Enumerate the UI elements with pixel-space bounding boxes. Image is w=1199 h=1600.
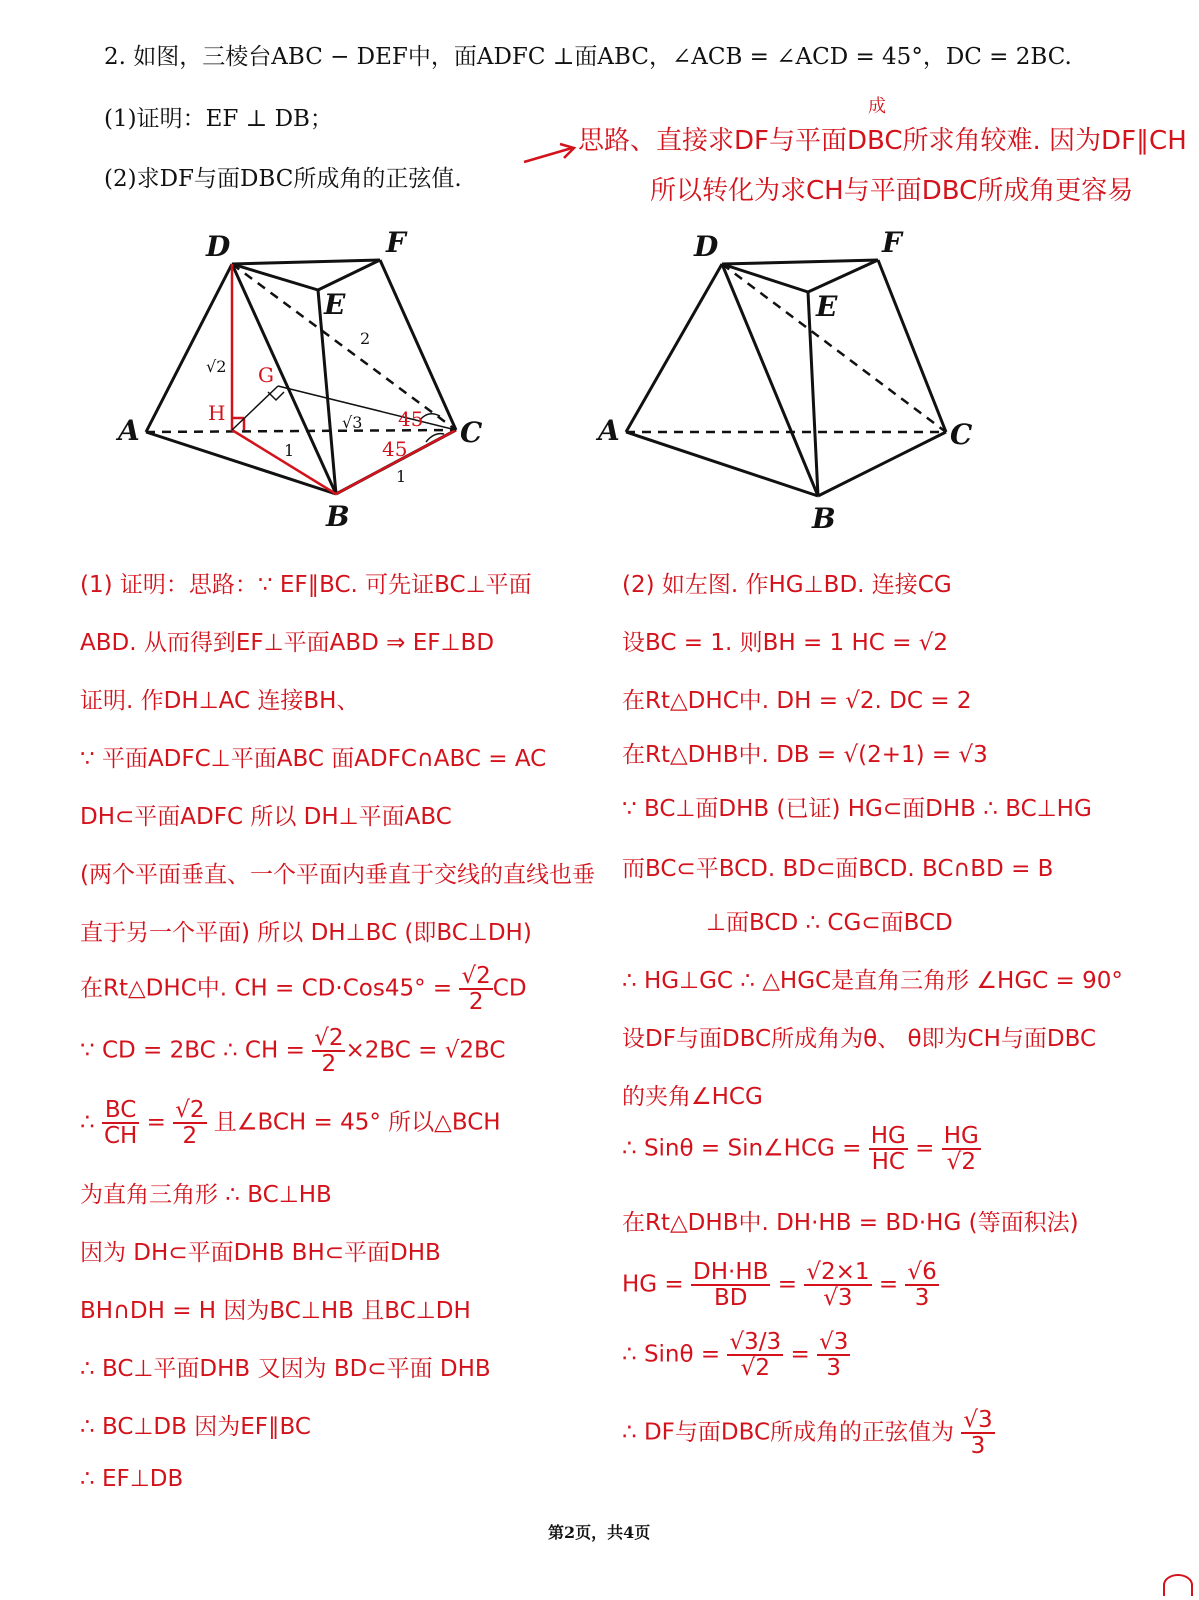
- label-dc-2: 2: [360, 329, 371, 348]
- left-line-7: 直于另一个平面) 所以 DH⊥BC (即BC⊥DH): [80, 920, 532, 946]
- left-line-13: BH∩DH = H 因为BC⊥HB 且BC⊥DH: [80, 1298, 471, 1324]
- left-line-12: 因为 DH⊂平面DHB BH⊂平面DHB: [80, 1240, 441, 1266]
- angle-45-upper: 45: [398, 407, 424, 431]
- vertex-a-right: A: [598, 414, 620, 447]
- frac-num: √2×1: [806, 1259, 870, 1285]
- frac-sin-compound: [727, 1330, 783, 1380]
- frac-den: 3: [914, 1285, 930, 1312]
- right-line-8: ∴ HG⊥GC ∴ △HGC是直角三角形 ∠HGC = 90°: [622, 968, 1123, 994]
- right-line-15: [622, 1408, 995, 1458]
- frac-den: 3: [970, 1433, 986, 1460]
- point-h: H: [208, 401, 226, 425]
- frac-den: 2: [182, 1123, 198, 1150]
- frac-num: DH·HB: [693, 1259, 769, 1285]
- frac-den: BD: [713, 1285, 748, 1312]
- note-line-1: 思路、直接求DF与平面DBC所求角较难. 因为DF∥CH: [578, 126, 1187, 156]
- frac-num: √2: [314, 1025, 344, 1051]
- vertex-b-right: B: [812, 502, 836, 535]
- frac-num: HG: [943, 1123, 979, 1149]
- left-line-16: ∴ EF⊥DB: [80, 1466, 184, 1492]
- frac-num: √3/3: [729, 1329, 782, 1355]
- frac-num: √3: [819, 1329, 849, 1355]
- vertex-c: C: [460, 416, 483, 449]
- frac-sqrt6-3: [905, 1260, 938, 1310]
- frac-sqrt2-over-2: [459, 964, 492, 1014]
- right-line-15-text: ∴ DF与面DBC所成角的正弦值为: [622, 1419, 962, 1446]
- left-line-15: ∴ BC⊥DB 因为EF∥BC: [80, 1414, 311, 1440]
- label-hb-1: 1: [284, 441, 295, 460]
- label-dh-sqrt2: √2: [206, 357, 227, 376]
- frac-num: √2: [461, 963, 491, 989]
- figure-left: [110, 220, 510, 540]
- frac-hg-hc: [869, 1124, 908, 1174]
- page-footer: 第2页，共4页: [548, 1523, 651, 1542]
- left-line-10-tail: 且∠BCH = 45° 所以△BCH: [213, 1109, 501, 1136]
- arrow-icon: [520, 140, 580, 170]
- problem-line-3: (2)求DF与面DBC所成角的正弦值.: [104, 166, 462, 192]
- vertex-a: A: [118, 414, 140, 447]
- label-hc-sqrt3: √3: [342, 413, 363, 432]
- frac-den: √2: [740, 1355, 770, 1382]
- right-line-3: 在Rt△DHC中. DH = √2. DC = 2: [622, 688, 972, 714]
- right-line-7: ⊥面BCD ∴ CG⊂面BCD: [706, 910, 953, 936]
- left-line-8-tail: CD: [492, 975, 527, 1002]
- frac-dh-hb-bd: [691, 1260, 770, 1310]
- frac-sqrt2-sqrt3: [804, 1260, 871, 1310]
- frac-num: √3: [963, 1407, 993, 1433]
- equals: =: [139, 1109, 174, 1136]
- frac-answer: [961, 1408, 994, 1458]
- left-line-1: (1) 证明：思路：∵ EF∥BC. 可先证BC⊥平面: [80, 572, 532, 598]
- label-bc-1: 1: [396, 467, 407, 486]
- right-line-2: 设BC = 1. 则BH = 1 HC = √2: [622, 630, 949, 656]
- right-line-9: 设DF与面DBC所成角为θ、 θ即为CH与面DBC: [622, 1026, 1097, 1052]
- left-line-3: 证明. 作DH⊥AC 连接BH、: [80, 688, 360, 714]
- left-line-9-text: ∵ CD = 2BC ∴ CH =: [80, 1037, 313, 1064]
- problem-line-2: (1)证明：EF ⊥ DB；: [104, 106, 333, 132]
- frac-sqrt2-2: [173, 1098, 206, 1148]
- corner-mark-icon: [1163, 1574, 1193, 1596]
- frac-bc-ch: [102, 1098, 139, 1148]
- vertex-d-right: D: [694, 230, 719, 263]
- note-line-2: 所以转化为求CH与平面DBC所成角更容易: [650, 176, 1134, 206]
- right-line-14-text: ∴ Sinθ =: [622, 1341, 728, 1368]
- vertex-f-right: F: [882, 226, 902, 259]
- vertex-e-right: E: [816, 290, 838, 323]
- left-line-10: [80, 1098, 501, 1148]
- frac-den: HC: [871, 1149, 905, 1176]
- point-g: G: [258, 363, 274, 387]
- right-line-13-text: HG =: [622, 1271, 692, 1298]
- frac-num: √2: [175, 1097, 205, 1123]
- right-line-1: (2) 如左图. 作HG⊥BD. 连接CG: [622, 572, 952, 598]
- right-line-13: HG = $\frac{DH\cdot HB}{BD}$ = $\frac{√2\times 1}{√3}$ = $\frac{√6}{3}$: [622, 1259, 937, 1312]
- angle-45-lower: 45: [382, 437, 408, 461]
- frac-sqrt3-3: [817, 1330, 850, 1380]
- vertex-b: B: [326, 500, 350, 533]
- right-line-6: 而BC⊂平BCD. BD⊂面BCD. BC∩BD = B: [622, 856, 1054, 882]
- problem-line-1: 2. 如图，三棱台ABC − DEF中，面ADFC ⊥面ABC，∠ACB = ∠ACD = 45°，DC = 2BC.: [104, 44, 1072, 70]
- left-line-2: ABD. 从而得到EF⊥平面ABD ⇒ EF⊥BD: [80, 630, 495, 656]
- frac-den: 2: [468, 989, 484, 1016]
- frac-den: √2: [946, 1149, 976, 1176]
- left-line-9-tail: ×2BC = √2BC: [345, 1037, 506, 1064]
- right-line-11-text: ∴ Sinθ = Sin∠HCG =: [622, 1135, 869, 1162]
- frac-num: √6: [907, 1259, 937, 1285]
- left-line-14: ∴ BC⊥平面DHB 又因为 BD⊂平面 DHB: [80, 1356, 491, 1382]
- right-line-5: ∵ BC⊥面DHB (已证) HG⊂面DHB ∴ BC⊥HG: [622, 796, 1092, 822]
- left-line-8-text: 在Rt△DHC中. CH = CD·Cos45° =: [80, 975, 460, 1002]
- figure-right: [590, 220, 990, 540]
- left-line-11: 为直角三角形 ∴ BC⊥HB: [80, 1182, 332, 1208]
- left-line-5: DH⊂平面ADFC 所以 DH⊥平面ABC: [80, 804, 452, 830]
- frac-den: √3: [823, 1285, 853, 1312]
- right-line-11: ∴ Sinθ = Sin∠HCG = $\frac{HG}{HC}$ = $\frac{HG}{√2}$: [622, 1123, 979, 1176]
- right-line-12: 在Rt△DHB中. DH·HB = BD·HG (等面积法): [622, 1210, 1079, 1236]
- note-insert: 成: [868, 96, 886, 117]
- left-line-9: [80, 1026, 505, 1076]
- left-line-8: [80, 964, 527, 1014]
- left-line-10-text: ∴: [80, 1109, 102, 1136]
- right-line-10: 的夹角∠HCG: [622, 1084, 763, 1110]
- right-line-4: 在Rt△DHB中. DB = √(2+1) = √3: [622, 742, 988, 768]
- vertex-e: E: [324, 288, 346, 321]
- frac-den: CH: [103, 1123, 138, 1150]
- left-line-6: (两个平面垂直、一个平面内垂直于交线的直线也垂: [80, 862, 595, 888]
- left-line-4: ∵ 平面ADFC⊥平面ABC 面ADFC∩ABC = AC: [80, 746, 547, 772]
- right-line-14: ∴ Sinθ = $\frac{√3/3}{√2}$ = $\frac{√3}{3}$: [622, 1329, 849, 1382]
- frac-ch: [312, 1026, 345, 1076]
- frac-den: 3: [826, 1355, 842, 1382]
- vertex-d: D: [206, 230, 231, 263]
- vertex-c-right: C: [950, 418, 973, 451]
- vertex-f: F: [386, 226, 406, 259]
- frac-den: 2: [321, 1051, 337, 1078]
- frac-num: HG: [870, 1123, 906, 1149]
- frac-hg-sqrt2: [942, 1124, 981, 1174]
- frac-num: BC: [102, 1098, 139, 1124]
